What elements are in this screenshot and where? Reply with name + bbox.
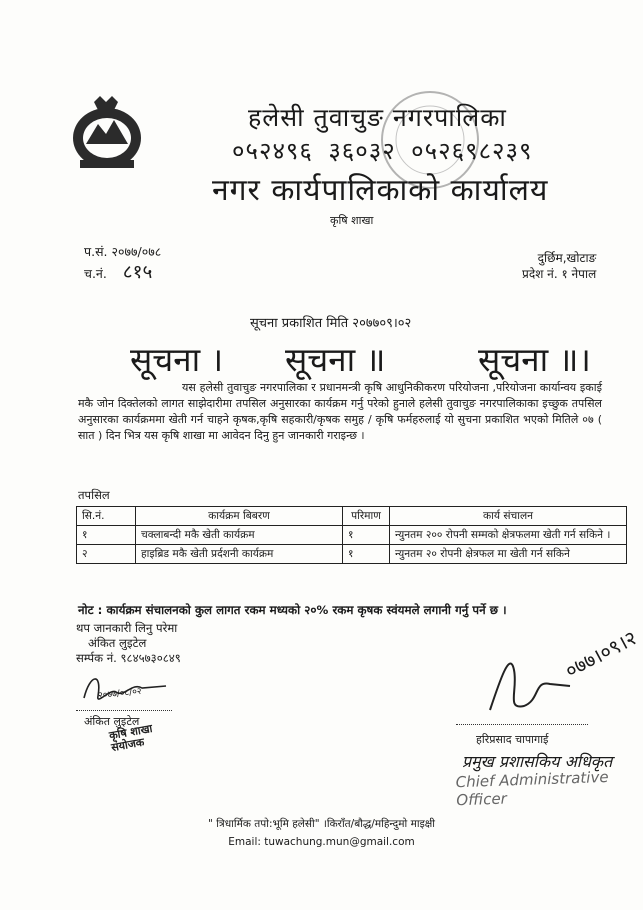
branch-name: कृषि शाखा: [330, 214, 374, 227]
left-signature-date: २०७७/०८/०२: [97, 686, 143, 702]
notice-heading-3: सूचना ॥।: [478, 340, 591, 379]
col-quantity: परिमाण: [343, 507, 390, 526]
cn-label: च.नं.: [84, 266, 107, 281]
left-signatory-name: अंकित लुइटेल: [84, 715, 140, 728]
address-line2: प्रदेश नं. १ नेपाल: [522, 267, 597, 281]
footer: [0, 815, 643, 851]
nepal-emblem-icon: [64, 94, 150, 172]
cell-sn: २: [77, 545, 136, 564]
col-operation: कार्य संचालन: [390, 507, 627, 526]
cell-operation: न्युनतम २०० रोपनी सम्मको क्षेत्रफलमा खेती गर्न सकिने ।: [390, 526, 627, 545]
cell-quantity: १: [343, 545, 390, 564]
right-signature-date: ०७७।०९।२: [560, 625, 641, 683]
table-label: तपसिल: [78, 488, 110, 502]
program-table: [76, 506, 627, 564]
address-block: [522, 250, 596, 282]
right-signatory-title: प्रमुख प्रशासकिय अधिकृत: [462, 752, 613, 771]
col-program: कार्यक्रम बिबरण: [136, 507, 343, 526]
left-signature-line: [76, 710, 172, 711]
municipality-name: हलेसी तुवाचुङ नगरपालिका: [248, 103, 507, 132]
cell-program: चक्लाबन्दी मकै खेती कार्यक्रम: [136, 526, 343, 545]
left-stamp-text: कृषि शाखा संयोजक: [108, 721, 154, 755]
notice-body: [78, 380, 602, 444]
contact-phone: सर्म्पक नं. ९८४५७३०८४९: [76, 651, 181, 665]
office-title: नगर कार्यपालिकाको कार्यालय: [212, 173, 549, 208]
footer-motto: " त्रिधार्मिक तपो:भूमि हलेसी" ।किराँत/बौद्ध/महिन्दुमो माइक्षी: [208, 818, 435, 830]
office-phone: ०५२४९६ ३६०३२ ०५२६९८२३९: [232, 137, 533, 165]
table-header-row: [77, 507, 627, 526]
notice-heading-2: सूचना ॥: [285, 340, 386, 379]
table-row: [77, 545, 627, 564]
col-sn: सि.नं.: [77, 507, 136, 526]
cell-sn: १: [77, 526, 136, 545]
cell-operation: न्युनतम २० रोपनी क्षेत्रफल मा खेती गर्न सकिने: [390, 545, 627, 564]
contact-name: अंकित लुइटेल: [88, 636, 147, 650]
cell-quantity: १: [343, 526, 390, 545]
right-signatory-title-en: Chief Administrative Officer: [455, 767, 609, 810]
reference-block: [84, 242, 161, 284]
right-signatory-name: हरिप्रसाद चापागाई: [476, 733, 549, 746]
right-signature-line: [456, 724, 588, 725]
table-row: [77, 526, 627, 545]
notice-heading-1: सूचना ।: [130, 340, 224, 379]
contact-block: [76, 621, 181, 666]
address-line1: दुर्छिम,खोटाङ: [537, 251, 597, 265]
publish-date: सूचना प्रकाशित मिति २०७७०९।०२: [250, 316, 412, 331]
body-paragraph: यस हलेसी तुवाचुङ नगरपालिका र प्रधानमन्त्री कृषि आधुनिकीकरण परियोजना ,परियोजना कार्यान्वय इकाई मकै जोन दिक्तेलको लागत साझेदारीमा तपसिल अनुसारका कार्यक्रम गर्नु परेको हुनाले हलेसी तुवाचुङ नगरपालिकाका इच्छुक तपसिल अनुसारका कार्यक्रममा खेती गर्न चाहने कृषक,कृषि सहकारी/कृषक समुह / कृषि फर्महरुलाई यो सुचना प्रकाशित भएको मितिले ०७ ( सात ) दिन भित्र यस कृषि शाखा मा आवेदन दिनु हुन जानकारी गराइन्छ ।: [78, 381, 602, 442]
ps-value: २०७७/०७८: [111, 244, 162, 259]
footer-email: Email: tuwachung.mun@gmail.com: [228, 836, 415, 848]
cell-program: हाइब्रिड मकै खेती प्रर्दशनी कार्यक्रम: [136, 545, 343, 564]
ps-label: प.सं.: [84, 244, 108, 259]
contact-line1: थप जानकारी लिनु परेमा: [76, 621, 178, 635]
cost-note: नोट : कार्यक्रम संचालनको कुल लागत रकम मध्यको २०% रकम कृषक स्वंयमले लगानी गर्नु पर्ने छ ।: [78, 603, 507, 617]
cn-value: ८१५: [122, 261, 153, 283]
